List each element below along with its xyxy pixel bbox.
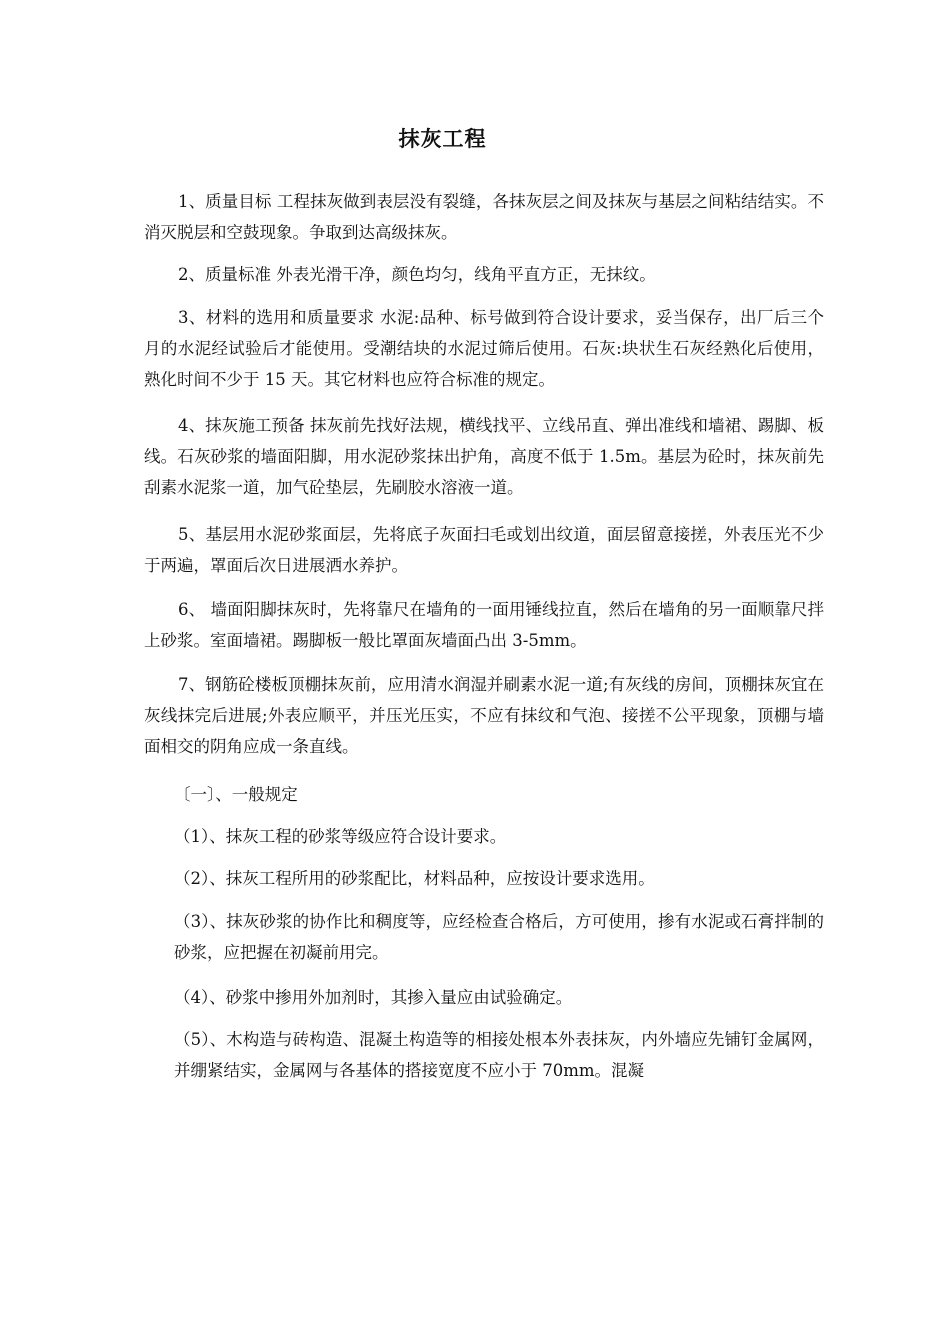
list-item: （5）、木构造与砖构造、混凝土构造等的相接处根本外表抹灰，内外墙应先铺钉金属网，并绷紧结实，金属网与各基体的搭接宽度不应小于 70mm。混凝 — [174, 1030, 824, 1080]
list-item: （4）、砂浆中掺用外加剂时，其掺入量应由试验确定。 — [174, 988, 573, 1007]
paragraph-base-layer: 5、基层用水泥砂浆面层，先将底子灰面扫毛或划出纹道，面层留意接搓，外表压光不少于两遍，罩面后次日进展洒水养护。 — [144, 525, 824, 575]
page-title: 抹灰工程 — [398, 127, 487, 151]
list-item: （2）、抹灰工程所用的砂浆配比，材料品种，应按设计要求选用。 — [174, 869, 655, 888]
list-item: （3）、抹灰砂浆的协作比和稠度等，应经检查合格后，方可使用，掺有水泥或石膏拌制的砂浆，应把握在初凝前用完。 — [174, 912, 824, 962]
paragraph-preparation: 4、抹灰施工预备 抹灰前先找好法规，横线找平、立线吊直、弹出准线和墙裙、踢脚、板线。石灰砂浆的墙面阳脚，用水泥砂浆抹出护角，高度不低于 1.5m。基层为砼时，抹灰前先刮素水泥浆一道，加气砼垫层，先刷胶水溶液一道。 — [144, 416, 824, 497]
paragraph-materials: 3、材料的选用和质量要求 水泥:品种、标号做到符合设计要求，妥当保存，出厂后三个月的水泥经试验后才能使用。受潮结块的水泥过筛后使用。石灰:块状生石灰经熟化后使用，熟化时间不少于 15 天。其它材料也应符合标准的规定。 — [144, 308, 824, 389]
list-item: （1）、抹灰工程的砂浆等级应符合设计要求。 — [174, 827, 507, 846]
paragraph-quality-target: 1、质量目标 工程抹灰做到表层没有裂缝，各抹灰层之间及抹灰与基层之间粘结结实。不消灭脱层和空鼓现象。争取到达高级抹灰。 — [144, 192, 824, 242]
paragraph-quality-standard: 2、质量标准 外表光滑干净，颜色均匀，线角平直方正，无抹纹。 — [178, 265, 656, 284]
section-heading: 〔一〕、一般规定 — [174, 785, 298, 804]
paragraph-ceiling: 7、钢筋砼楼板顶棚抹灰前，应用清水润湿并刷素水泥一道;有灰线的房间，顶棚抹灰宜在灰线抹完后进展;外表应顺平，并压光压实，不应有抹纹和气泡、接搓不公平现象，顶棚与墙面相交的阴角应成一条直线。 — [144, 675, 824, 756]
paragraph-corner-plaster: 6、 墙面阳脚抹灰时，先将靠尺在墙角的一面用锤线拉直，然后在墙角的另一面顺靠尺拌上砂浆。室面墙裙。踢脚板一般比罩面灰墙面凸出 3-5mm。 — [144, 600, 824, 650]
